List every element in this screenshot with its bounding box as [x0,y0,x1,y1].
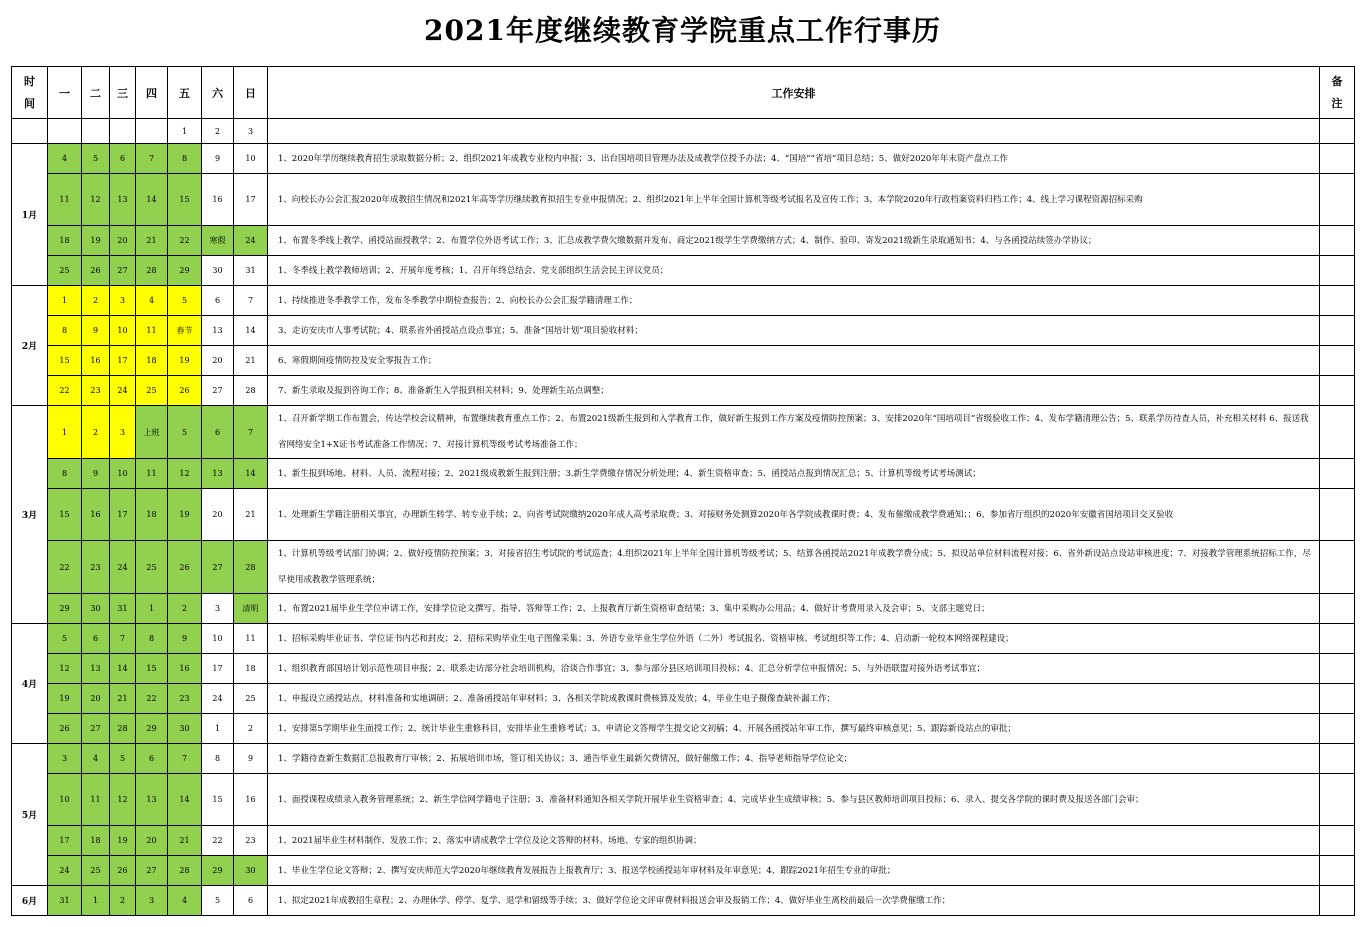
table-row [12,774,1355,826]
day-cell: 11 [82,774,110,826]
day-cell: 20 [202,489,234,541]
header-fri: 五 [168,67,202,119]
day-cell: 23 [168,684,202,714]
day-cell: 27 [202,376,234,406]
day-cell: 18 [136,489,168,541]
note-cell [1320,489,1355,541]
day-cell: 10 [48,774,82,826]
task-cell: 1、毕业生学位论文答辩；2、撰写安庆师范大学2020年继续教育发展报告上报教育厅；3、报送学校函授站年审材料及年审意见；4、跟踪2021年招生专业的审批； [268,856,1320,886]
day-cell: 31 [234,256,268,286]
day-cell: 9 [234,744,268,774]
day-cell: 12 [168,459,202,489]
task-cell: 1、拟定2021年成教招生章程；2、办理休学、停学、复学、退学和留级等手续；3、做好学位论文评审费材料报送会审及报销工作；4、做好毕业生离校前最后一次学费催缴工作； [268,886,1320,916]
day-cell: 24 [110,541,136,594]
day-cell: 15 [48,346,82,376]
day-cell: 1 [48,406,82,459]
day-cell: 27 [136,856,168,886]
task-cell: 1、安排第5学期毕业生面授工作；2、统计毕业生重修科目，安排毕业生重修考试；3、申请论文答辩学生提交论文初稿；4、开展各函授站年审工作，撰写最终审核意见；5、跟踪新设站点的审批； [268,714,1320,744]
month-cell [12,119,48,144]
day-cell: 15 [136,654,168,684]
day-cell: 15 [48,489,82,541]
day-cell: 19 [168,489,202,541]
table-row [12,376,1355,406]
task-cell: 3、走访安庆市人事考试院；4、联系省外函授站点设点事宜；5、准备“国培计划”项目验收材料； [268,316,1320,346]
day-cell: 27 [82,714,110,744]
table-row [12,624,1355,654]
table-row [12,346,1355,376]
day-cell: 2 [82,286,110,316]
day-cell: 28 [168,856,202,886]
note-cell [1320,174,1355,226]
table-row [12,541,1355,594]
day-cell: 7 [168,744,202,774]
day-cell: 1 [168,119,202,144]
day-cell: 19 [82,226,110,256]
day-cell: 22 [168,226,202,256]
day-cell: 24 [202,684,234,714]
month-cell: 5月 [12,744,48,886]
day-cell: 16 [82,346,110,376]
note-cell [1320,774,1355,826]
day-cell: 6 [136,744,168,774]
task-cell: 1、组织教育部国培计划示范性项目申报；2、联系走访部分社会培训机构，洽谈合作事宜；3、参与部分县区培训项目投标；4、汇总分析学位申报情况；5、与外语联盟对接外语考试事宜； [268,654,1320,684]
table-row [12,594,1355,624]
day-cell [136,119,168,144]
task-cell: 1、持续推进冬季教学工作，发布冬季教学中期检查报告；2、向校长办公会汇报学籍清理工作； [268,286,1320,316]
day-cell: 21 [168,826,202,856]
day-cell: 26 [48,714,82,744]
task-cell: 1、面授课程成绩录入教务管理系统；2、新生学信网学籍电子注册；3、准备材料通知各相关学院开展毕业生资格审查；4、完成毕业生成绩审核；5、参与县区教师培训项目投标；6、录入、提交各学院的课时费及报送各部门会审； [268,774,1320,826]
task-cell: 1、冬季线上教学教师培训；2、开展年度考核；1、召开年终总结会、党支部组织生活会民主评议党员； [268,256,1320,286]
day-cell: 9 [168,624,202,654]
task-cell [268,119,1320,144]
day-cell: 6 [82,624,110,654]
day-cell: 30 [82,594,110,624]
day-cell: 16 [202,174,234,226]
day-cell: 29 [202,856,234,886]
header-tue: 二 [82,67,110,119]
note-cell [1320,886,1355,916]
day-cell: 5 [82,144,110,174]
day-cell: 26 [168,541,202,594]
day-cell: 8 [48,459,82,489]
day-cell: 28 [234,376,268,406]
table-row [12,489,1355,541]
note-cell [1320,144,1355,174]
day-cell: 19 [168,346,202,376]
table-row [12,886,1355,916]
header-thu: 四 [136,67,168,119]
day-cell: 5 [168,406,202,459]
day-cell: 2 [168,594,202,624]
table-row [12,826,1355,856]
month-cell: 6月 [12,886,48,916]
day-cell: 1 [202,714,234,744]
day-cell: 23 [82,376,110,406]
note-cell [1320,459,1355,489]
day-cell: 2 [82,406,110,459]
task-cell: 1、2021届毕业生材料制作、发放工作；2、落实申请成教学士学位及论文答辩的材料、场地、专家的组织协调； [268,826,1320,856]
day-cell: 5 [110,744,136,774]
task-cell: 6、寒假期间疫情防控及安全零报告工作； [268,346,1320,376]
header-row [12,67,1355,119]
note-cell [1320,376,1355,406]
day-cell: 23 [82,541,110,594]
day-cell: 上班 [136,406,168,459]
day-cell: 8 [48,316,82,346]
day-cell: 18 [234,654,268,684]
day-cell: 11 [136,316,168,346]
calendar-table [11,66,1355,916]
header-notes [1320,67,1355,119]
day-cell: 30 [202,256,234,286]
day-cell: 25 [82,856,110,886]
table-row [12,226,1355,256]
day-cell: 22 [48,541,82,594]
day-cell: 27 [110,256,136,286]
task-cell: 1、召开新学期工作布置会，传达学校会议精神，布置继续教育重点工作；2、布置2021级新生报到和入学教育工作，做好新生报到工作方案及疫情防控预案；3、安排2020年“国培项目”省级验收工作；4、发布学籍清理公告；5、联系学历待查人员，补充相关材料 6、报送我省网络安全1+X证书考试准备工作情况；7、对接计算机等级考试考场准备工作； [268,406,1320,459]
day-cell: 22 [48,376,82,406]
day-cell: 8 [136,624,168,654]
task-cell: 1、处理新生学籍注册相关事宜，办理新生转学、转专业手续；2、向省考试院缴纳2020年成人高考录取费；3、对接财务处测算2020年各学院成教课时费；4、发布催缴成教学费通知；；6、参加省厅组织的2020年安徽省国培项目交叉验收 [268,489,1320,541]
header-sun: 日 [234,67,268,119]
day-cell: 11 [48,174,82,226]
day-cell: 3 [110,406,136,459]
day-cell: 16 [168,654,202,684]
task-cell: 1、2020年学历继续教育招生录取数据分析；2、组织2021年成教专业校内申报；3、出台国培项目管理办法及成教学位授予办法；4、“国培”“省培”项目总结；5、做好2020年年末资产盘点工作 [268,144,1320,174]
day-cell: 25 [234,684,268,714]
day-cell: 20 [136,826,168,856]
day-cell: 17 [48,826,82,856]
day-cell: 10 [110,459,136,489]
day-cell: 3 [110,286,136,316]
note-cell [1320,594,1355,624]
table-row [12,316,1355,346]
table-row [12,119,1355,144]
table-row [12,459,1355,489]
day-cell: 30 [234,856,268,886]
header-time-label: 时间 [24,74,35,110]
day-cell [48,119,82,144]
day-cell: 25 [136,541,168,594]
note-cell [1320,316,1355,346]
day-cell: 18 [136,346,168,376]
day-cell: 6 [202,286,234,316]
day-cell: 13 [202,316,234,346]
day-cell: 春节 [168,316,202,346]
day-cell: 14 [168,774,202,826]
day-cell: 18 [82,826,110,856]
day-cell: 20 [202,346,234,376]
table-row [12,406,1355,459]
day-cell: 12 [110,774,136,826]
note-cell [1320,406,1355,459]
task-cell: 7、新生录取及报到咨询工作；8、准备新生入学报到相关材料；9、处理新生站点调整； [268,376,1320,406]
note-cell [1320,714,1355,744]
note-cell [1320,346,1355,376]
day-cell [82,119,110,144]
day-cell: 9 [202,144,234,174]
day-cell: 12 [82,174,110,226]
day-cell: 寒假 [202,226,234,256]
day-cell: 21 [234,489,268,541]
day-cell: 20 [110,226,136,256]
day-cell: 26 [168,376,202,406]
table-row [12,286,1355,316]
day-cell: 6 [202,406,234,459]
day-cell: 2 [234,714,268,744]
day-cell: 26 [82,256,110,286]
day-cell: 25 [136,376,168,406]
note-cell [1320,226,1355,256]
day-cell: 14 [234,459,268,489]
day-cell: 23 [234,826,268,856]
day-cell: 7 [110,624,136,654]
day-cell: 13 [136,774,168,826]
day-cell: 2 [110,886,136,916]
table-row [12,654,1355,684]
day-cell: 17 [234,174,268,226]
task-cell: 1、布置冬季线上教学、函授站面授教学；2、布置学位外语考试工作；3、汇总成教学费欠缴数据并发布、商定2021级学生学费缴纳方式；4、制作、验印、寄发2021级新生录取通知书；4、与各函授站续签办学协议； [268,226,1320,256]
month-cell: 4月 [12,624,48,744]
header-mon: 一 [48,67,82,119]
task-cell: 1、向校长办公会汇报2020年成教招生情况和2021年高等学历继续教育拟招生专业申报情况；2、组织2021年上半年全国计算机等级考试报名及宣传工作；3、本学院2020年行政档案资料归档工作；4、线上学习课程资源招标采购 [268,174,1320,226]
task-cell: 1、计算机等级考试部门协调；2、做好疫情防控预案；3、对接省招生考试院的考试巡查；4.组织2021年上半年全国计算机等级考试；5、结算各函授站2021年成教学费分成；5、拟设站单位材料流程对接；6、省外新设站点设站审核进度；7、对接教学管理系统招标工作，尽早使用成教教学管理系统； [268,541,1320,594]
day-cell: 13 [82,654,110,684]
day-cell: 31 [110,594,136,624]
day-cell: 4 [168,886,202,916]
month-cell: 2月 [12,286,48,406]
day-cell: 3 [202,594,234,624]
day-cell: 6 [110,144,136,174]
header-notes-label: 备注 [1331,74,1343,110]
day-cell: 30 [168,714,202,744]
day-cell: 28 [234,541,268,594]
day-cell: 28 [110,714,136,744]
day-cell: 20 [82,684,110,714]
day-cell: 1 [82,886,110,916]
day-cell: 5 [168,286,202,316]
day-cell: 2 [202,119,234,144]
day-cell: 1 [48,286,82,316]
day-cell: 3 [48,744,82,774]
day-cell: 15 [202,774,234,826]
day-cell: 10 [202,624,234,654]
day-cell: 4 [48,144,82,174]
day-cell: 11 [234,624,268,654]
note-cell [1320,684,1355,714]
day-cell: 16 [82,489,110,541]
day-cell: 清明 [234,594,268,624]
day-cell: 12 [48,654,82,684]
note-cell [1320,256,1355,286]
day-cell: 19 [48,684,82,714]
day-cell: 11 [136,459,168,489]
day-cell: 6 [234,886,268,916]
note-cell [1320,624,1355,654]
day-cell: 26 [110,856,136,886]
day-cell: 17 [110,346,136,376]
day-cell: 31 [48,886,82,916]
day-cell: 13 [202,459,234,489]
month-cell: 3月 [12,406,48,624]
task-cell: 1、布置2021届毕业生学位申请工作，安排学位论文撰写、指导、答辩等工作；2、上报教育厅新生资格审查结果；3、集中采购办公用品；4、做好计考费用录入及会审；5、支部主题党日； [268,594,1320,624]
day-cell: 24 [234,226,268,256]
table-row [12,744,1355,774]
day-cell: 4 [136,286,168,316]
day-cell: 14 [136,174,168,226]
table-row [12,256,1355,286]
day-cell: 9 [82,316,110,346]
day-cell: 29 [48,594,82,624]
day-cell: 3 [234,119,268,144]
day-cell: 13 [110,174,136,226]
table-row [12,174,1355,226]
note-cell [1320,541,1355,594]
day-cell: 14 [110,654,136,684]
task-cell: 1、申报设立函授站点，材料准备和实地调研；2、准备函授站年审材料；3、各相关学院成教课时费核算及发放；4、毕业生电子摄像查缺补漏工作； [268,684,1320,714]
day-cell: 5 [202,886,234,916]
day-cell: 28 [136,256,168,286]
table-row [12,714,1355,744]
note-cell [1320,744,1355,774]
page-title: 2021年度继续教育学院重点工作行事历 [424,14,941,47]
day-cell: 14 [234,316,268,346]
day-cell [110,119,136,144]
day-cell: 17 [202,654,234,684]
table-row [12,144,1355,174]
note-cell [1320,286,1355,316]
day-cell: 21 [234,346,268,376]
note-cell [1320,826,1355,856]
day-cell: 5 [48,624,82,654]
table-row [12,684,1355,714]
header-sat: 六 [202,67,234,119]
header-time [12,67,48,119]
day-cell: 10 [234,144,268,174]
day-cell: 15 [168,174,202,226]
day-cell: 19 [110,826,136,856]
day-cell: 4 [82,744,110,774]
table-row [12,856,1355,886]
day-cell: 1 [136,594,168,624]
header-tasks: 工作安排 [268,67,1320,119]
calendar-body [12,119,1355,916]
note-cell [1320,856,1355,886]
day-cell: 3 [136,886,168,916]
day-cell: 7 [234,406,268,459]
task-cell: 1、新生报到场地、材料、人员、流程对接；2、2021级成教新生报到注册；3.新生学费缴存情况分析处理；4、新生资格审查；5、函授站点报到情况汇总；5、计算机等级考试考场测试； [268,459,1320,489]
day-cell: 22 [136,684,168,714]
task-cell: 1、学籍待查新生数据汇总报教育厅审核；2、拓展培训市场，签订相关协议；3、通告毕业生最新欠费情况，做好催缴工作；4、指导老师指导学位论文； [268,744,1320,774]
day-cell: 29 [168,256,202,286]
day-cell: 7 [234,286,268,316]
day-cell: 8 [168,144,202,174]
note-cell [1320,654,1355,684]
day-cell: 16 [234,774,268,826]
note-cell [1320,119,1355,144]
day-cell: 21 [110,684,136,714]
day-cell: 24 [48,856,82,886]
day-cell: 10 [110,316,136,346]
task-cell: 1、招标采购毕业证书、学位证书内芯和封皮；2、招标采购毕业生电子图像采集；3、外语专业毕业生学位外语（二外）考试报名、资格审核、考试组织等工作；4、启动新一轮校本网络课程建设； [268,624,1320,654]
day-cell: 22 [202,826,234,856]
day-cell: 17 [110,489,136,541]
day-cell: 25 [48,256,82,286]
header-wed: 三 [110,67,136,119]
day-cell: 24 [110,376,136,406]
day-cell: 18 [48,226,82,256]
day-cell: 8 [202,744,234,774]
day-cell: 29 [136,714,168,744]
day-cell: 21 [136,226,168,256]
day-cell: 27 [202,541,234,594]
month-cell: 1月 [12,144,48,286]
day-cell: 9 [82,459,110,489]
day-cell: 7 [136,144,168,174]
